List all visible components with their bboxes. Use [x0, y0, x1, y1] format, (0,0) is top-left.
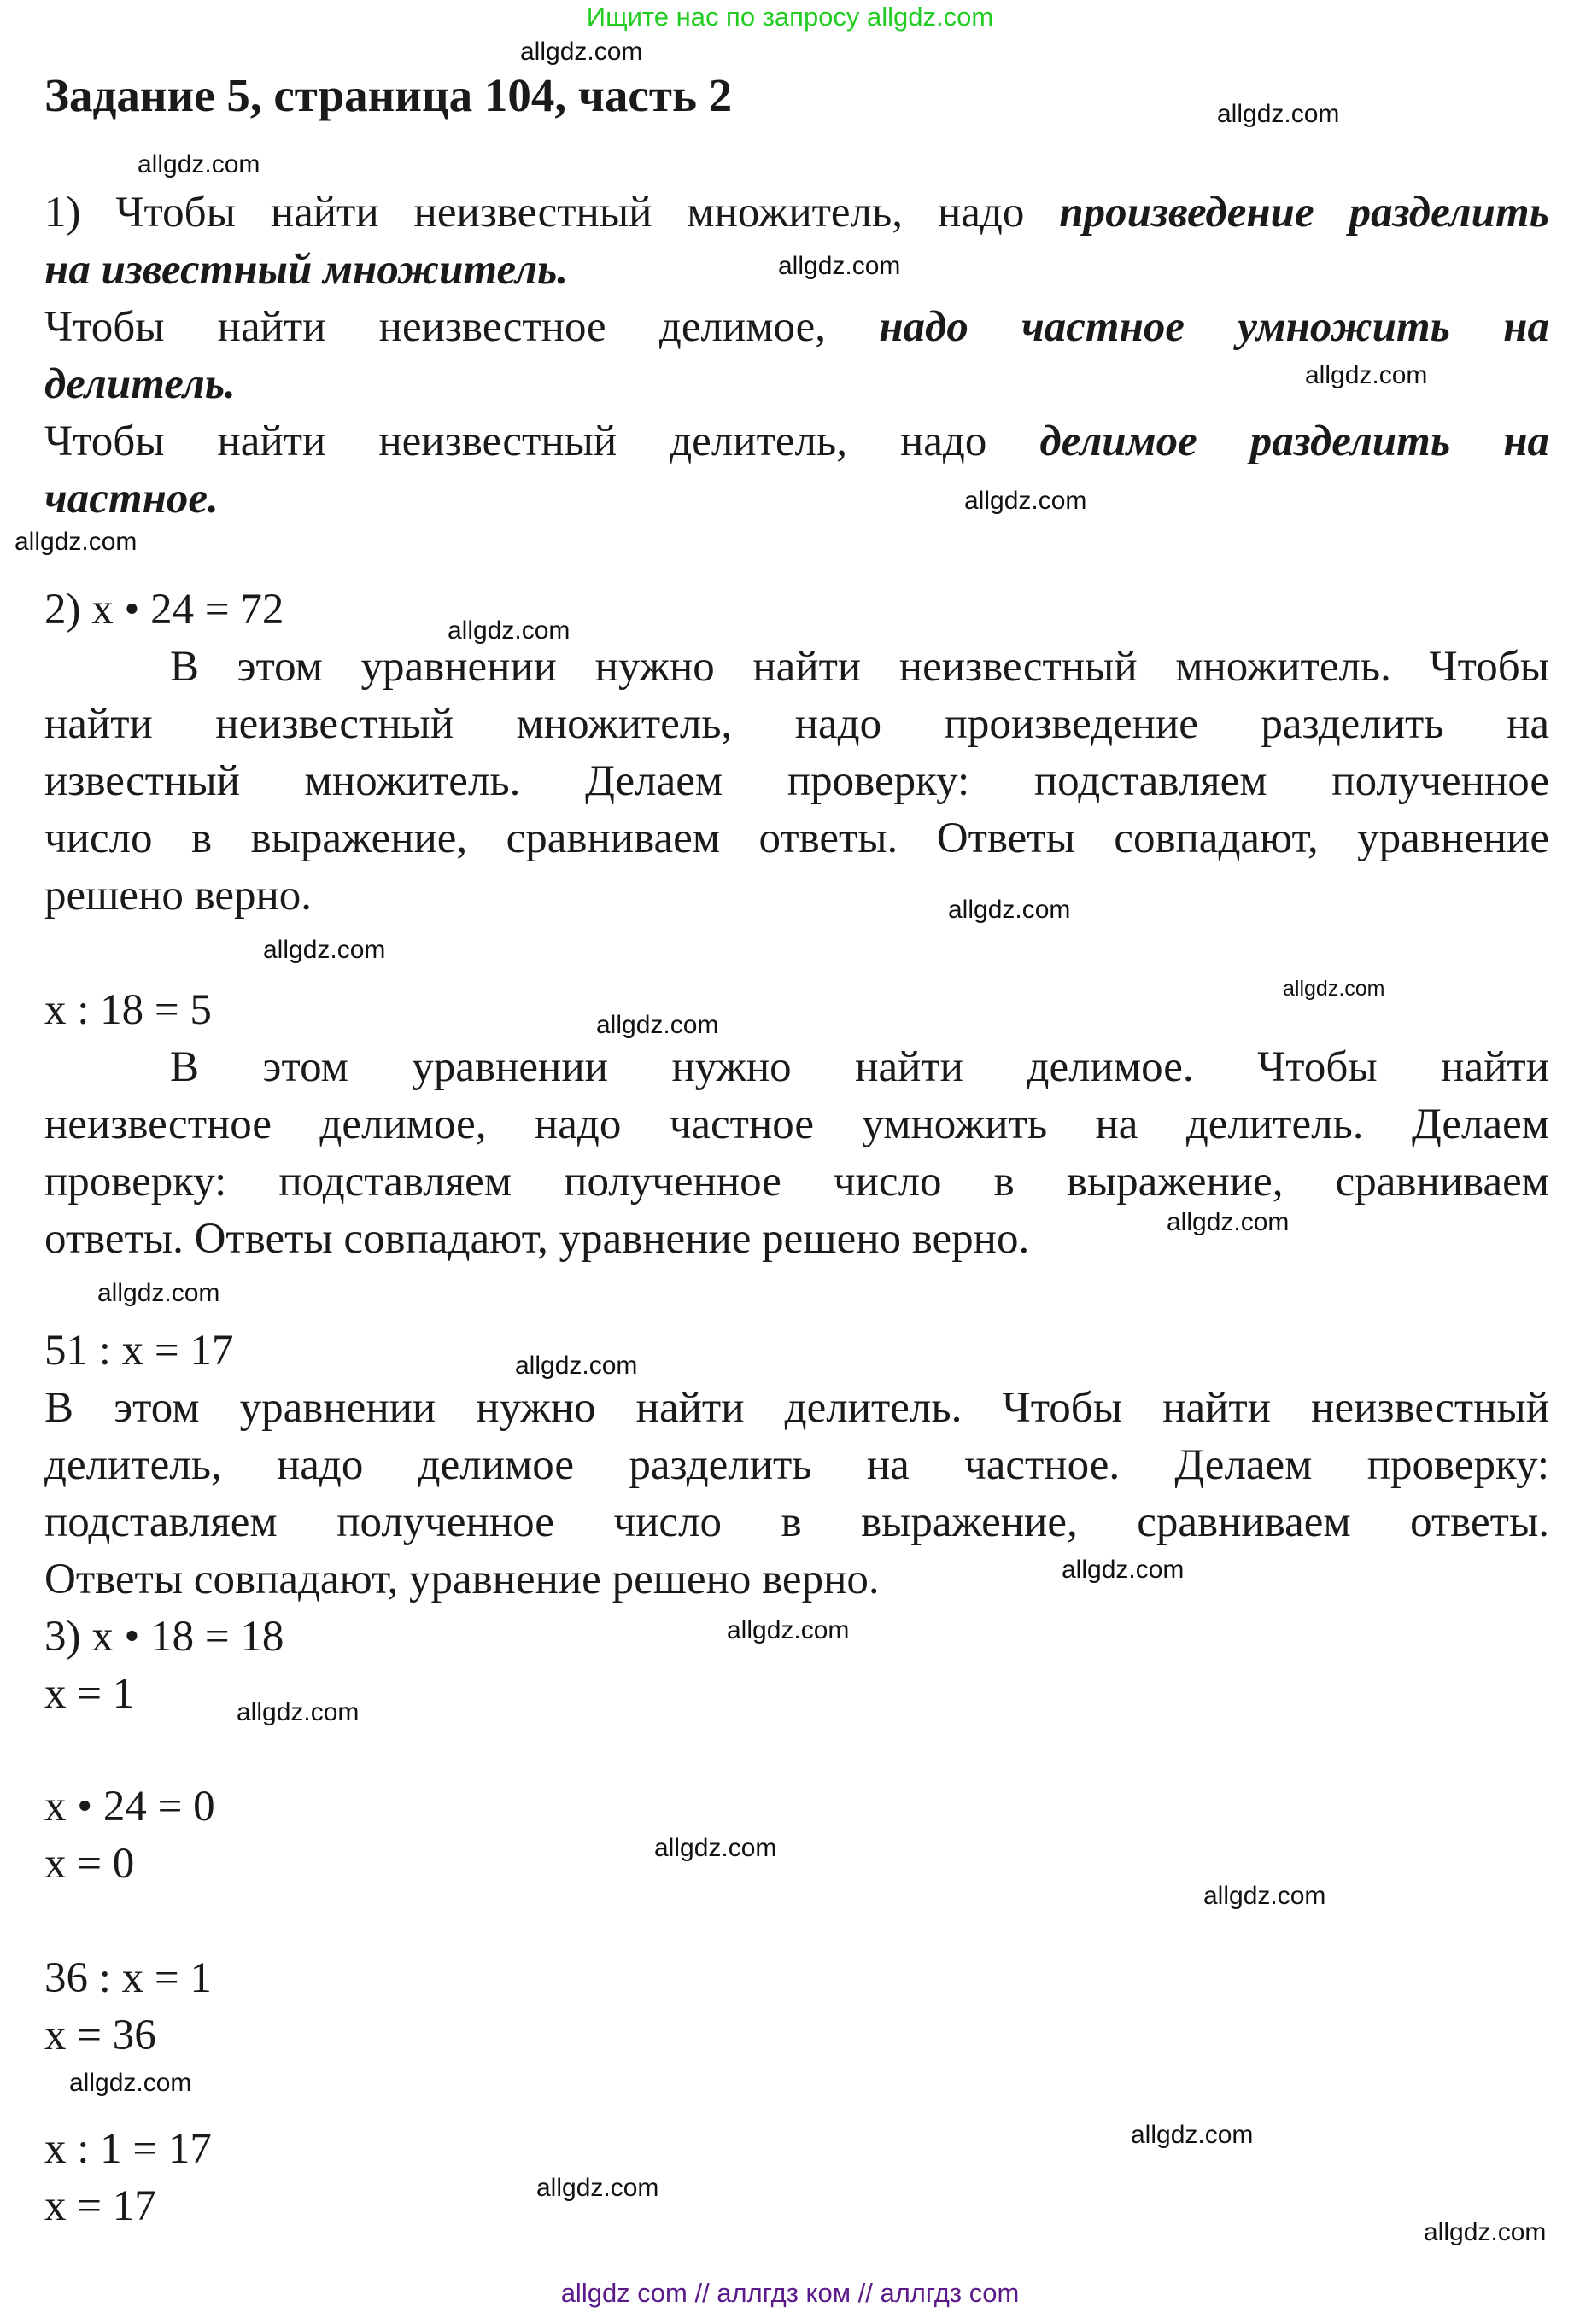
watermark: allgdz.com	[15, 528, 138, 556]
emphasized-text: на известный множитель.	[44, 246, 569, 294]
emphasized-text: произведение разделить	[1059, 189, 1549, 236]
text-segment: проверку: подставляем полученное число в выражение, сравниваем	[44, 1158, 1549, 1206]
text-segment: ответы. Ответы совпадают, уравнение решено верно.	[44, 1215, 1030, 1263]
watermark: allgdz.com	[1203, 1882, 1326, 1910]
watermark: allgdz.com	[69, 2069, 192, 2097]
solution-equation-3	[44, 1323, 1549, 1609]
text-segment: неизвестное делимое, надо частное умножить на делитель. Делаем	[44, 1101, 1549, 1148]
solution-equation-2	[44, 982, 1549, 1268]
watermark: allgdz.com	[263, 936, 386, 964]
watermark: allgdz.com	[520, 38, 643, 66]
solution-part3-c	[44, 1950, 1549, 2064]
text-line	[44, 867, 1549, 925]
text-line	[44, 1096, 1549, 1153]
text-segment: 51 : x = 17	[44, 1327, 234, 1375]
text-line	[44, 1153, 1549, 1211]
emphasized-text: надо частное умножить на	[879, 303, 1549, 351]
watermark: allgdz.com	[138, 150, 260, 178]
text-line	[44, 1778, 1549, 1836]
text-segment: Ответы совпадают, уравнение решено верно.	[44, 1556, 880, 1603]
watermark: allgdz.com	[536, 2174, 659, 2202]
footer-links[interactable]: allgdz com // аллгдз ком // аллгдз com	[560, 2278, 1020, 2308]
text-segment: x : 1 = 17	[44, 2125, 212, 2173]
text-segment: найти неизвестный множитель, надо произведение разделить на	[44, 700, 1549, 748]
text-line	[44, 1437, 1549, 1494]
text-line	[44, 1380, 1549, 1437]
text-line	[44, 2007, 1549, 2064]
text-line	[44, 2178, 1549, 2235]
text-segment: Чтобы найти неизвестный делитель, надо	[44, 418, 1040, 465]
rules-paragraph	[44, 184, 1549, 528]
text-segment: В этом уравнении нужно найти неизвестный множитель. Чтобы	[170, 643, 1549, 691]
text-segment: x = 17	[44, 2182, 156, 2230]
watermark: allgdz.com	[596, 1011, 719, 1039]
watermark: allgdz.com	[1217, 100, 1340, 128]
watermark: allgdz.com	[237, 1698, 360, 1726]
watermark: allgdz.com	[515, 1352, 638, 1380]
text-line	[44, 696, 1549, 753]
text-segment: x : 18 = 5	[44, 986, 212, 1034]
text-segment: x = 0	[44, 1840, 135, 1888]
text-line	[44, 1211, 1549, 1268]
text-line	[44, 581, 1549, 639]
emphasized-text: частное.	[44, 475, 219, 523]
text-segment: Чтобы найти неизвестное делимое,	[44, 303, 880, 351]
text-segment: x = 36	[44, 2012, 156, 2059]
solution-part3-d	[44, 2121, 1549, 2235]
watermark: allgdz.com	[1305, 361, 1428, 389]
text-line	[44, 1950, 1549, 2007]
watermark: allgdz.com	[964, 487, 1087, 515]
text-segment: В этом уравнении нужно найти делитель. Чтобы найти неизвестный	[44, 1384, 1549, 1432]
search-banner-link[interactable]: Ищите нас по запросу allgdz.com	[586, 2, 994, 32]
solution-part3-b	[44, 1778, 1549, 1893]
watermark: allgdz.com	[448, 616, 571, 645]
text-line	[44, 413, 1549, 470]
text-segment: число в выражение, сравниваем ответы. Ответы совпадают, уравнение	[44, 815, 1549, 862]
watermark: allgdz.com	[778, 252, 901, 280]
text-segment: 2) x • 24 = 72	[44, 586, 284, 634]
emphasized-text: делимое разделить на	[1039, 418, 1550, 465]
watermark: allgdz.com	[654, 1834, 777, 1862]
text-segment: решено верно.	[44, 872, 313, 920]
watermark: allgdz.com	[97, 1279, 220, 1307]
watermark: allgdz.com	[1131, 2121, 1254, 2149]
text-line	[44, 810, 1549, 867]
text-segment: 1) Чтобы найти неизвестный множитель, надо	[44, 189, 1060, 236]
text-segment: известный множитель. Делаем проверку: подставляем полученное	[44, 757, 1549, 805]
text-segment: делитель, надо делимое разделить на частное. Делаем проверку:	[44, 1441, 1549, 1489]
page-title: Задание 5, страница 104, часть 2	[44, 69, 733, 121]
text-segment: В этом уравнении нужно найти делимое. Чтобы найти	[170, 1043, 1549, 1091]
text-line	[44, 1323, 1549, 1380]
text-line	[44, 470, 1549, 528]
watermark: allgdz.com	[1424, 2218, 1547, 2246]
text-line	[44, 2121, 1549, 2178]
watermark: allgdz.com	[948, 896, 1071, 924]
text-line	[44, 1551, 1549, 1609]
watermark: allgdz.com	[1283, 977, 1385, 1001]
text-segment: 3) x • 18 = 18	[44, 1613, 284, 1661]
emphasized-text: делитель.	[44, 360, 236, 408]
text-line	[44, 299, 1549, 356]
text-line	[44, 1039, 1549, 1096]
text-segment: подставляем полученное число в выражение, сравниваем ответы.	[44, 1498, 1549, 1546]
text-line	[44, 753, 1549, 810]
text-line	[44, 639, 1549, 696]
text-segment: 36 : x = 1	[44, 1954, 212, 2002]
watermark: allgdz.com	[727, 1616, 850, 1644]
watermark: allgdz.com	[1062, 1556, 1185, 1584]
watermark: allgdz.com	[1167, 1208, 1290, 1236]
solution-equation-1	[44, 581, 1549, 925]
text-segment: x • 24 = 0	[44, 1783, 215, 1831]
text-segment: x = 1	[44, 1670, 135, 1718]
text-line	[44, 184, 1549, 242]
text-line	[44, 1494, 1549, 1551]
